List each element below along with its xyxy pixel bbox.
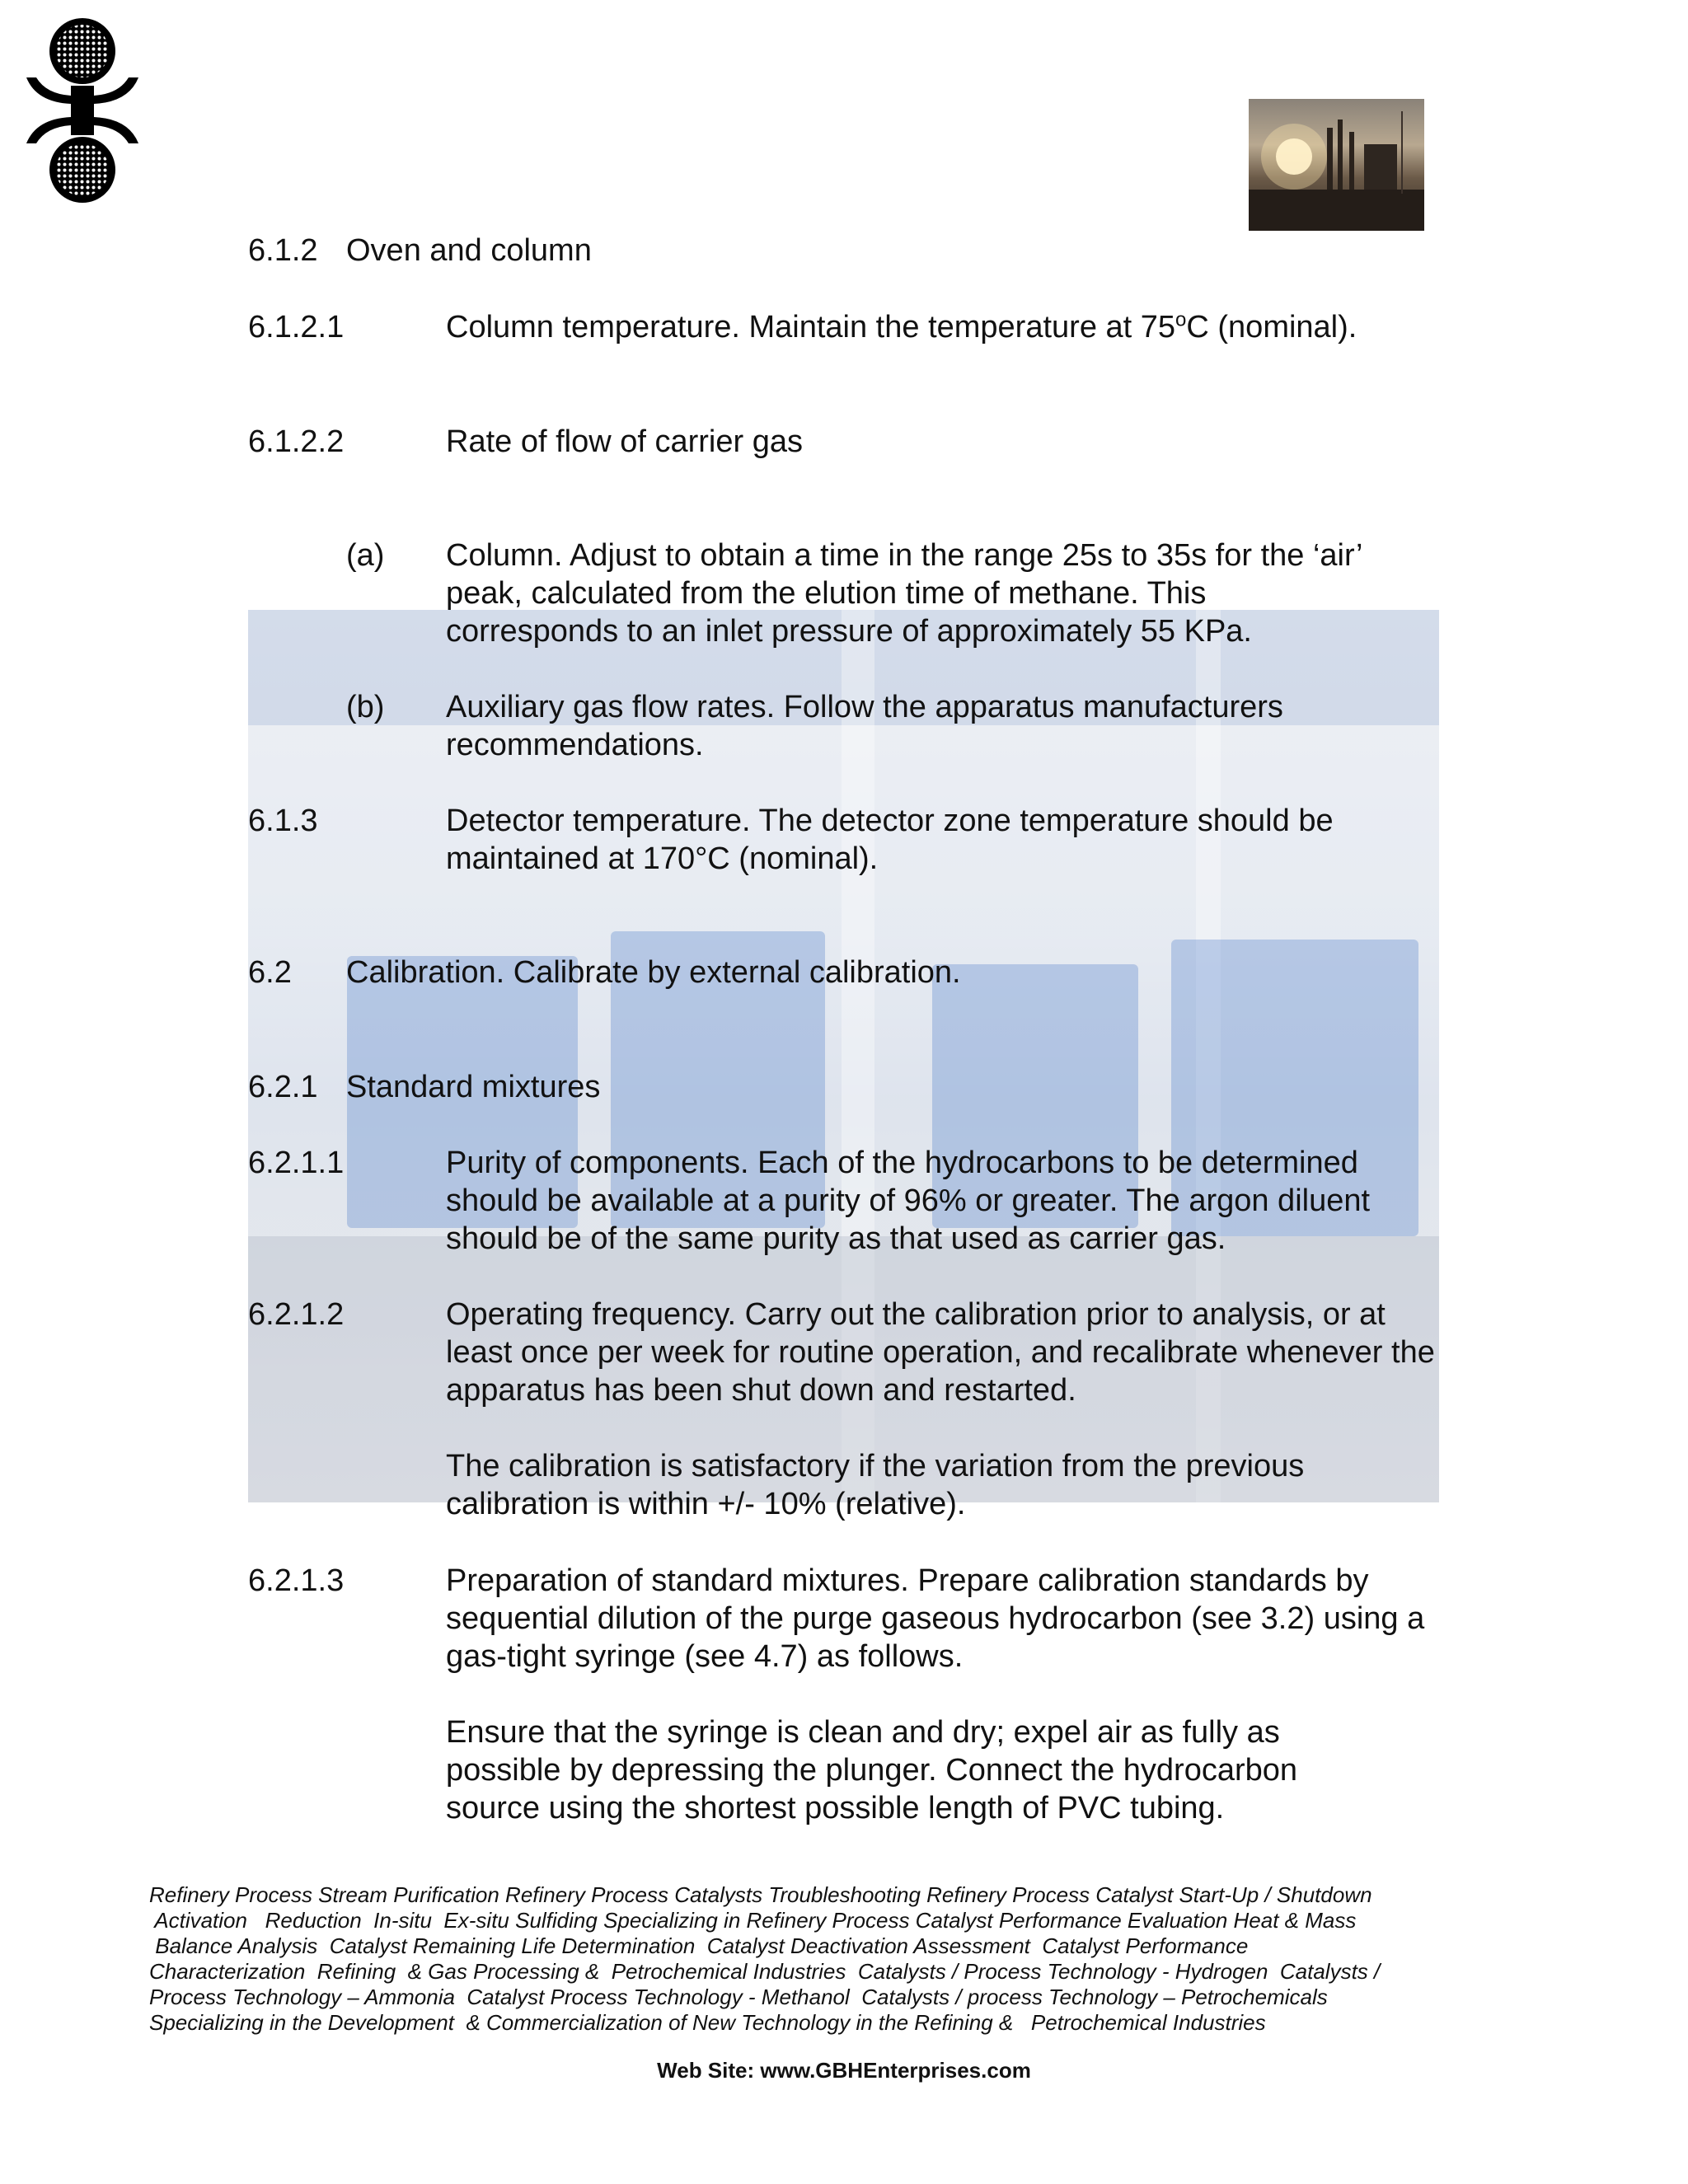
section-number: 6.1.2.1 [248, 310, 345, 344]
section-number: 6.2.1.1 [248, 1146, 345, 1180]
paragraph: Ensure that the syringe is clean and dry; expel air as fully as possible by depressing the plunger. Connect the hydrocarbon source using the shortest possible length of PVC tubing. [446, 1715, 1298, 1825]
footer-line: Process Technology – Ammonia Catalyst Process Technology - Methanol Catalysts / process Technology – Petrochemicals [149, 1985, 1328, 2009]
footer-website-link[interactable]: Web Site: www.GBHEnterprises.com [657, 2058, 1031, 2083]
footer-line: Specializing in the Development & Commercialization of New Technology in the Refining & Petrochemical Industries [149, 2010, 1266, 2035]
paragraph-text: C (nominal). [1186, 310, 1357, 344]
list-label: (b) [346, 690, 385, 724]
paragraph: The calibration is satisfactory if the variation from the previous calibration is within +/- 10% (relative). [446, 1449, 1305, 1521]
list-label: (a) [346, 538, 385, 573]
section-number: 6.2 [248, 955, 292, 990]
footer-line: Refinery Process Stream Purification Refinery Process Catalysts Troubleshooting Refinery Process Catalyst Start-Up / Shutdown [149, 1882, 1372, 1907]
section-number: 6.1.3 [248, 804, 318, 838]
section-title: Calibration. Calibrate by external calibration. [346, 955, 961, 990]
paragraph-text: Column temperature. Maintain the temperature at 75 [446, 310, 1176, 344]
refinery-sunset-photo [1249, 99, 1424, 231]
section-number: 6.2.1.2 [248, 1297, 345, 1332]
paragraph: Preparation of standard mixtures. Prepare calibration standards by sequential dilution of the purge gaseous hydrocarbon (see 3.2) using a gas-tight syringe (see 4.7) as follows. [446, 1563, 1425, 1674]
section-number: 6.2.1.3 [248, 1563, 345, 1598]
section-number: 6.1.2 [248, 233, 318, 268]
footer-line: Characterization Refining & Gas Processing & Petrochemical Industries Catalysts / Process Technology - Hydrogen Catalysts / [149, 1959, 1381, 1984]
paragraph: Purity of components. Each of the hydrocarbons to be determined should be available at a purity of 96% or greater. The argon diluent should be of the same purity as that used as carrier gas. [446, 1146, 1371, 1256]
paragraph: Detector temperature. The detector zone temperature should be maintained at 170°C (nominal). [446, 804, 1334, 876]
footer-line: Activation Reduction In-situ Ex-situ Sulfiding Specializing in Refinery Process Catalyst Performance Evaluation Heat & Mass [149, 1908, 1357, 1933]
paragraph [446, 308, 1443, 346]
section-title: Oven and column [346, 233, 592, 268]
paragraph: Auxiliary gas flow rates. Follow the apparatus manufacturers recommendations. [446, 690, 1283, 762]
superscript: o [1175, 308, 1187, 331]
paragraph: Operating frequency. Carry out the calibration prior to analysis, or at least once per week for routine operation, and recalibrate whenever the apparatus has been shut down and restarted. [446, 1297, 1435, 1408]
gbh-logo-icon [21, 12, 143, 209]
footer-services [149, 1882, 1435, 2036]
paragraph: Rate of flow of carrier gas [446, 424, 803, 459]
paragraph: Column. Adjust to obtain a time in the range 25s to 35s for the ‘air’ peak, calculated from the elution time of methane. This corresponds to an inlet pressure of approximately 55 KPa. [446, 538, 1362, 649]
section-number: 6.1.2.2 [248, 424, 345, 459]
section-number: 6.2.1 [248, 1070, 318, 1104]
footer-line: Balance Analysis Catalyst Remaining Life Determination Catalyst Deactivation Assessment Catalyst Performance [149, 1933, 1249, 1958]
section-title: Standard mixtures [346, 1070, 601, 1104]
